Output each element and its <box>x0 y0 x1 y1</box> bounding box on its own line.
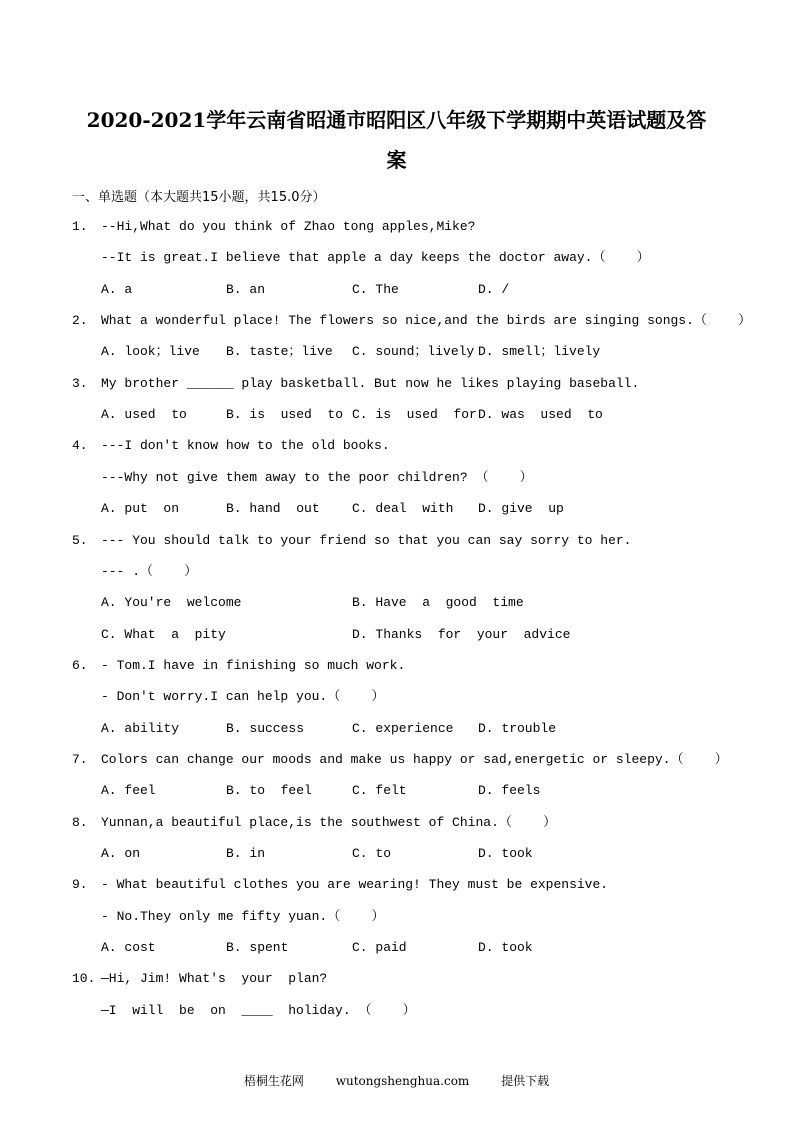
option-a[interactable]: A. feel <box>101 783 156 799</box>
question-text: --- .（ ） <box>101 563 198 579</box>
title-line-2: 案 <box>386 148 407 172</box>
option-b[interactable]: B. hand out <box>226 501 320 517</box>
question-number: 6. <box>72 657 88 673</box>
footer <box>0 1072 793 1089</box>
option-d[interactable]: D. feels <box>478 783 541 799</box>
option-c[interactable]: C. deal with <box>352 501 454 517</box>
option-c[interactable]: C. felt <box>352 783 407 799</box>
option-c[interactable]: C. is used for <box>352 407 477 423</box>
option-a[interactable]: A. a <box>101 281 133 297</box>
option-b[interactable]: B. Have a good time <box>352 595 524 611</box>
question-text: - Don't worry.I can help you.（ ） <box>101 689 385 705</box>
question-text: - Tom.I have in finishing so much work. <box>101 657 406 673</box>
option-b[interactable]: B. an <box>226 281 266 297</box>
question-text: My brother ______ play basketball. But now he likes playing baseball. <box>101 375 640 391</box>
question-text: - What beautiful clothes you are wearing! They must be expensive. <box>101 877 609 893</box>
option-d[interactable]: D. give up <box>478 501 564 517</box>
question-number: 8. <box>72 814 88 830</box>
option-b[interactable]: B. is used to <box>226 407 344 423</box>
question-number: 2. <box>72 313 88 329</box>
option-a[interactable]: A. look；live <box>101 344 200 360</box>
option-d[interactable]: D. trouble <box>478 720 557 736</box>
option-b[interactable]: B. taste；live <box>226 344 333 360</box>
footer-download-text: 提供下载 <box>501 1074 550 1088</box>
option-b[interactable]: B. in <box>226 846 266 861</box>
option-c[interactable]: C. paid <box>352 940 407 956</box>
option-b[interactable]: B. success <box>226 720 305 736</box>
question-text: —Hi, Jim! What's your plan? <box>101 971 328 987</box>
option-d[interactable]: D. smell；lively <box>478 344 601 360</box>
question-text: —I will be on ____ holiday. （ ） <box>101 1002 416 1018</box>
section-header: 一、单选题（本大题共15小题，共15.0分） <box>72 190 326 205</box>
option-c[interactable]: C. experience <box>352 720 454 736</box>
question-text: Colors can change our moods and make us happy or sad,energetic or sleepy.（ ） <box>101 751 728 767</box>
option-d[interactable]: D. took <box>478 846 533 861</box>
option-a[interactable]: A. on <box>101 846 141 861</box>
option-b[interactable]: B. to feel <box>226 783 312 799</box>
option-a[interactable]: A. put on <box>101 501 180 517</box>
option-d[interactable]: D. took <box>478 940 533 956</box>
option-a[interactable]: A. You're welcome <box>101 595 242 611</box>
footer-site-name: 梧桐生花网 <box>243 1074 304 1088</box>
question-number: 7. <box>72 751 88 767</box>
question-number: 3. <box>72 375 88 391</box>
option-d[interactable]: D. / <box>478 281 510 297</box>
title-line-1: 2020-2021学年云南省昭通市昭阳区八年级下学期期中英语试题及答 <box>86 108 707 132</box>
option-c[interactable]: C. The <box>352 281 399 297</box>
question-text: ---I don't know how to the old books. <box>101 438 390 454</box>
option-c[interactable]: C. What a pity <box>101 626 226 642</box>
question-text: Yunnan,a beautiful place,is the southwest of China.（ ） <box>101 814 557 830</box>
option-a[interactable]: A. cost <box>101 940 156 956</box>
option-a[interactable]: A. ability <box>101 720 180 736</box>
question-number: 1. <box>72 219 88 234</box>
option-d[interactable]: D. was used to <box>478 407 603 423</box>
question-number: 4. <box>72 438 88 454</box>
option-b[interactable]: B. spent <box>226 940 289 956</box>
option-d[interactable]: D. Thanks for your advice <box>352 626 571 642</box>
question-text: --It is great.I believe that apple a day keeps the doctor away.（ ） <box>101 250 650 266</box>
option-a[interactable]: A. used to <box>101 407 187 423</box>
question-number: 10. <box>72 971 96 987</box>
option-c[interactable]: C. to <box>352 846 392 861</box>
option-c[interactable]: C. sound；lively <box>352 344 475 360</box>
page-title <box>0 100 793 180</box>
question-text: - No.They only me fifty yuan.（ ） <box>101 908 385 924</box>
question-text: What a wonderful place! The flowers so nice,and the birds are singing songs.（ ） <box>101 313 752 329</box>
question-text: --- You should talk to your friend so that you can say sorry to her. <box>101 532 632 548</box>
question-number: 9. <box>72 877 88 893</box>
footer-site-url[interactable]: wutongshenghua.com <box>335 1074 470 1088</box>
question-text: --Hi,What do you think of Zhao tong apples,Mike? <box>101 219 476 234</box>
question-text: ---Why not give them away to the poor children? （ ） <box>101 469 533 485</box>
question-number: 5. <box>72 532 88 548</box>
